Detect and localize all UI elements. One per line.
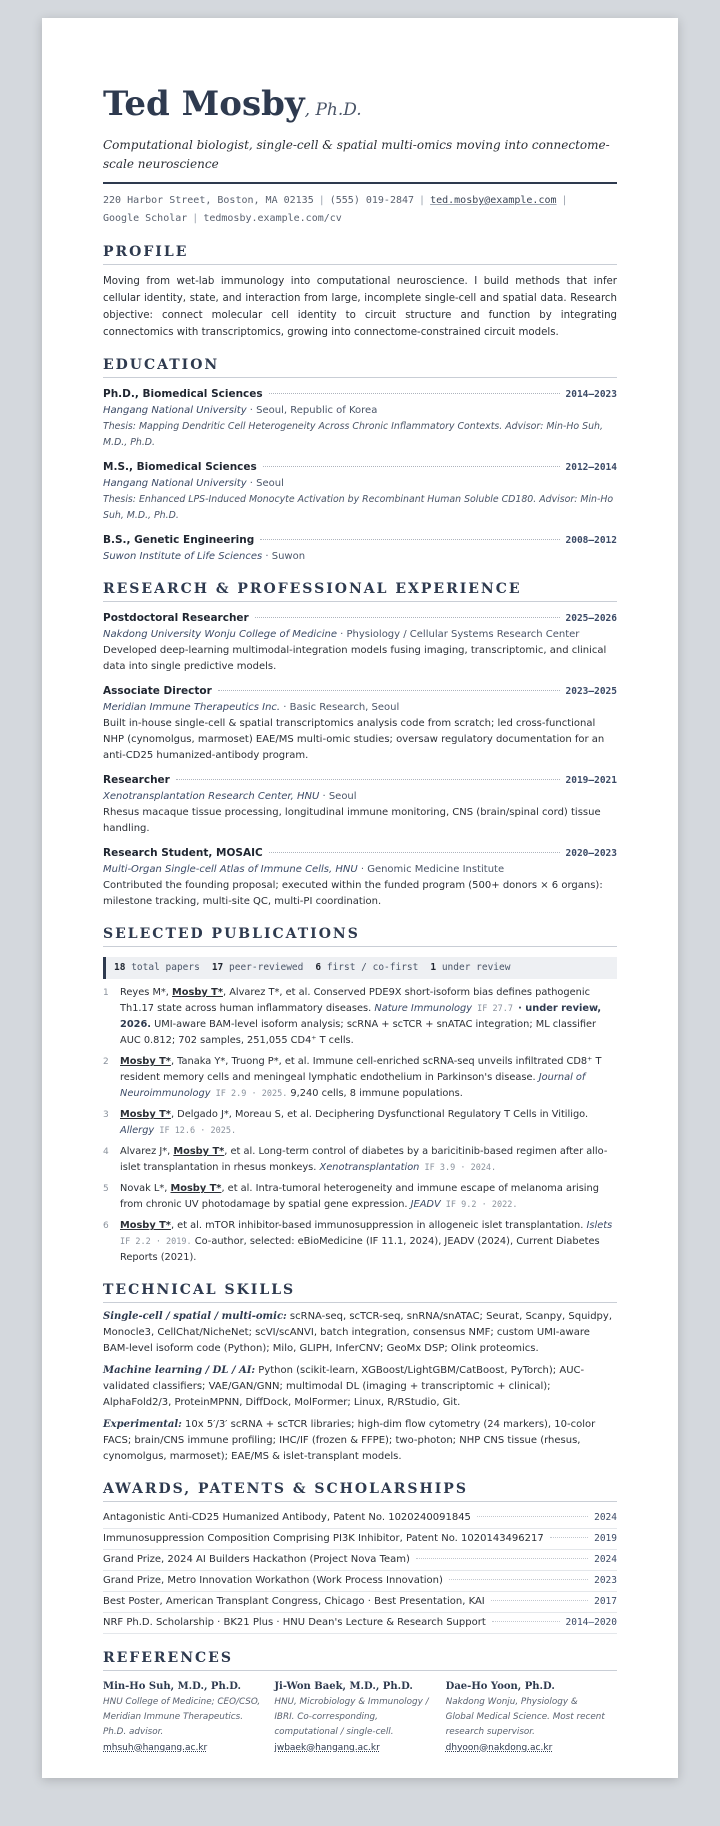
reference-affiliation: HNU College of Medicine; CEO/CSO, Meridian Immune Therapeutics. Ph.D. advisor.	[103, 1697, 261, 1737]
entry-institution: Hangang National University	[103, 405, 247, 416]
reference-affiliation: HNU, Microbiology & Immunology / IBRI. Co-corresponding, computational / single-cell.	[274, 1697, 429, 1737]
entry-institution: Meridian Immune Therapeutics Inc.	[103, 702, 281, 713]
experience-entry	[103, 683, 617, 764]
award-item: Antagonistic Anti-CD25 Humanized Antibody, Patent No. 1020240091845 2024	[103, 1508, 617, 1529]
award-item: Immunosuppression Composition Comprising PI3K Inhibitor, Patent No. 1020143496217 2019	[103, 1529, 617, 1550]
contact-line: 220 Harbor Street, Boston, MA 02135 | (555) 019-2847 | ted.mosby@example.com | Google Scholar | tedmosby.example.com/cv	[103, 195, 568, 224]
entry-years: 2023–2025	[565, 686, 617, 697]
section-title-experience: RESEARCH & PROFESSIONAL EXPERIENCE	[103, 581, 617, 602]
experience-entry	[103, 610, 617, 675]
entry-location: · Seoul	[246, 478, 284, 489]
entry-years: 2020–2023	[565, 848, 617, 859]
section-title-education: EDUCATION	[103, 357, 617, 378]
entry-institution: Multi-Organ Single-cell Atlas of Immune Cells, HNU	[103, 864, 358, 875]
skills-list	[103, 1309, 617, 1465]
publication-list	[103, 985, 617, 1266]
education-list	[103, 386, 617, 565]
entry-description: Built in-house single-cell & spatial transcriptomics analysis code from scratch; led cross-functional NHP (cynomolgus, marmoset) EAE/MS multi-omic studies; oversaw regulatory documentation for an anti-CD25 humanized-antibody program.	[103, 718, 605, 761]
reference-name: Ji-Won Baek, M.D., Ph.D.	[274, 1681, 413, 1692]
entry-institution: Hangang National University	[103, 478, 247, 489]
entry-description: Contributed the founding proposal; executed within the funded program (500+ donors × 6 organs): milestone tracking, multi-site QC, multi-PI coordination.	[103, 880, 603, 907]
name-heading	[103, 84, 617, 130]
entry-institution: Suwon Institute of Life Sciences	[103, 551, 263, 562]
awards-list	[103, 1508, 617, 1634]
entry-institution: Xenotransplantation Research Center, HNU	[103, 791, 320, 802]
education-entry	[103, 532, 617, 565]
entry-title: Research Student, MOSAIC	[103, 847, 263, 859]
section-title-profile: PROFILE	[103, 244, 617, 265]
entry-description: Rhesus macaque tissue processing, longitudinal immune monitoring, CNS (brain/spinal cord) tissue handling.	[103, 807, 601, 834]
entry-title: B.S., Genetic Engineering	[103, 534, 255, 546]
entry-years: 2014–2023	[565, 389, 617, 400]
reference-item	[274, 1679, 445, 1756]
section-title-publications: SELECTED PUBLICATIONS	[103, 926, 617, 947]
section-title-skills: TECHNICAL SKILLS	[103, 1282, 617, 1303]
reference-item	[103, 1679, 274, 1756]
publication-number: 4	[103, 1147, 109, 1157]
entry-location: · Genomic Medicine Institute	[357, 864, 505, 875]
entry-years: 2019–2021	[565, 775, 617, 786]
references-list	[103, 1679, 617, 1756]
publication-number: 6	[103, 1221, 109, 1231]
entry-years: 2012–2014	[565, 462, 617, 473]
tagline: Computational biologist, single-cell & spatial multi-omics moving into connectome-scale neuroscience	[103, 138, 610, 171]
reference-affiliation: Nakdong Wonju, Physiology & Global Medical Science. Most recent research supervisor.	[445, 1697, 605, 1737]
publication-number: 5	[103, 1184, 109, 1194]
degree-suffix: , Ph.D.	[304, 100, 362, 120]
publication-item: 6 Mosby T*, et al. mTOR inhibitor-based immunosuppression in allogeneic islet transplantation. Islets IF 2.2 · 2019. Co-author, selected: eBioMedicine (IF 11.1, 2024), JEADV (2024), Current Diabetes Reports (2021).	[103, 1218, 617, 1266]
address: 220 Harbor Street, Boston, MA 02135	[103, 195, 314, 206]
award-item: NRF Ph.D. Scholarship · BK21 Plus · HNU Dean's Lecture & Research Support 2014–2020	[103, 1613, 617, 1634]
education-entry	[103, 386, 617, 451]
skill-group: Single-cell / spatial / multi-omic: scRNA-seq, scTCR-seq, snRNA/snATAC; Seurat, Scanpy, Squidpy, Monocle3, CellChat/NicheNet; scVI/scANVI, batch integration, consensus NMF; custom UMI-aware BAM-level isoform code (Python); Milo, GLIPH, InferCNV; GeoMx DSP; Olink proteomics.	[103, 1311, 612, 1354]
experience-list	[103, 610, 617, 910]
publication-item: 2 Mosby T*, Tanaka Y*, Truong P*, et al. Immune cell-enriched scRNA-seq unveils infiltrated CD8⁺ T resident memory cells and meningeal lymphatic endothelium in Parkinson's disease. Journal of Neuroimmunology IF 2.9 · 2025. 9,240 cells, 8 immune populations.	[103, 1054, 617, 1102]
entry-title: Ph.D., Biomedical Sciences	[103, 388, 263, 400]
award-item: Best Poster, American Transplant Congress, Chicago · Best Presentation, KAI 2017	[103, 1592, 617, 1613]
entry-years: 2025–2026	[565, 613, 617, 624]
entry-years: 2008–2012	[565, 535, 617, 546]
reference-email[interactable]: jwbaek@hangang.ac.kr	[274, 1743, 380, 1753]
skill-group: Experimental: 10x 5′/3′ scRNA + scTCR libraries; high-dim flow cytometry (24 markers), 10-color FACS; brain/CNS immune profiling; IHC/IF (frozen & FFPE); two-photon; NHP CNS tissue (rhesus, cynomolgus, marmoset); EAE/MS & islet-transplant models.	[103, 1419, 596, 1462]
skill-group: Machine learning / DL / AI: Python (scikit-learn, XGBoost/LightGBM/CatBoost, PyTorch); AUC-validated classifiers; VAE/GAN/GNN; multimodal DL (imaging + transcriptomic + clinical); AlphaFold2/3, ProteinMPNN, DiffDock, MolFormer; Linux, R/RStudio, Git.	[103, 1365, 585, 1408]
skill-category: Experimental:	[103, 1419, 182, 1430]
section-title-references: REFERENCES	[103, 1650, 617, 1671]
publication-number: 2	[103, 1057, 109, 1067]
skill-category: Single-cell / spatial / multi-omic:	[103, 1311, 287, 1322]
publication-item: 5 Novak L*, Mosby T*, et al. Intra-tumoral heterogeneity and immune escape of melanoma arising from chronic UV photodamage by spatial gene expression. JEADV IF 9.2 · 2022.	[103, 1181, 617, 1213]
reference-email[interactable]: mhsuh@hangang.ac.kr	[103, 1743, 208, 1753]
award-item: Grand Prize, 2024 AI Builders Hackathon (Project Nova Team) 2024	[103, 1550, 617, 1571]
entry-title: M.S., Biomedical Sciences	[103, 461, 257, 473]
entry-location: · Basic Research, Seoul	[280, 702, 400, 713]
reference-email[interactable]: dhyoon@nakdong.ac.kr	[445, 1743, 553, 1753]
publication-item: 1 Reyes M*, Mosby T*, Alvarez T*, et al. Conserved PDE9X short-isoform bias defines pathogenic Th1.17 state across human inflammatory diseases. Nature Immunology IF 27.7 · under review, 2026. UMI-aware BAM-level isoform analysis; scRNA + scTCR + snATAC integration; ML classifier AUC 0.812; 702 samples, 251,055 CD4⁺ T cells.	[103, 985, 617, 1049]
scholar-link[interactable]: Google Scholar	[103, 213, 188, 224]
website-link[interactable]: tedmosby.example.com/cv	[203, 213, 342, 224]
skill-category: Machine learning / DL / AI:	[103, 1365, 256, 1376]
publication-item: 4 Alvarez J*, Mosby T*, et al. Long-term control of diabetes by a baricitinib-based regimen after allo-islet transplantation in rhesus monkeys. Xenotransplantation IF 3.9 · 2024.	[103, 1144, 617, 1176]
header-divider	[103, 182, 617, 184]
experience-entry	[103, 772, 617, 837]
full-name: Ted Mosby	[103, 84, 305, 124]
profile-text: Moving from wet-lab immunology into computational neuroscience. I build methods that infer cellular identity, state, and interaction from large, incomplete single-cell and spatial data. Research objective: connect molecular cell identity to circuit structure and function by integrating connectomics with transcriptomics, growing into connectome-constrained circuit models.	[103, 276, 617, 338]
reference-item	[446, 1679, 617, 1756]
publication-number: 3	[103, 1110, 109, 1120]
entry-institution: Nakdong University Wonju College of Medicine	[103, 629, 337, 640]
entry-location: · Suwon	[262, 551, 306, 562]
publication-item: 3 Mosby T*, Delgado J*, Moreau S, et al. Deciphering Dysfunctional Regulatory T Cells in Vitiligo. Allergy IF 12.6 · 2025.	[103, 1107, 617, 1139]
entry-title: Postdoctoral Researcher	[103, 612, 249, 624]
entry-description: Developed deep-learning multimodal-integration models fusing imaging, transcriptomic, and clinical data into single predictive models.	[103, 645, 607, 672]
entry-thesis: Thesis: Mapping Dendritic Cell Heterogeneity Across Chronic Inflammatory Contexts. Advisor: Min-Ho Suh, M.D., Ph.D.	[103, 421, 603, 448]
entry-location: · Physiology / Cellular Systems Research Center	[336, 629, 580, 640]
entry-title: Researcher	[103, 774, 170, 786]
phone: (555) 019-2847	[329, 195, 415, 206]
entry-title: Associate Director	[103, 685, 212, 697]
email-link[interactable]: ted.mosby@example.com	[430, 195, 557, 206]
reference-name: Min-Ho Suh, M.D., Ph.D.	[103, 1681, 241, 1692]
reference-name: Dae-Ho Yoon, Ph.D.	[445, 1681, 555, 1692]
resume-page	[42, 18, 678, 1778]
award-item: Grand Prize, Metro Innovation Workathon (Work Process Innovation) 2023	[103, 1571, 617, 1592]
publication-number: 1	[103, 988, 109, 998]
resume-content	[103, 84, 617, 1756]
entry-location: · Seoul, Republic of Korea	[246, 405, 378, 416]
experience-entry	[103, 845, 617, 910]
education-entry	[103, 459, 617, 524]
section-title-awards: AWARDS, PATENTS & SCHOLARSHIPS	[103, 1481, 617, 1502]
publication-stats-bar: 18 total papers 17 peer-reviewed 6 first / co-first 1 under review	[103, 957, 617, 979]
entry-thesis: Thesis: Enhanced LPS-Induced Monocyte Activation by Recombinant Human Soluble CD180. Advisor: Min-Ho Suh, M.D., Ph.D.	[103, 494, 614, 521]
entry-location: · Seoul	[319, 791, 357, 802]
